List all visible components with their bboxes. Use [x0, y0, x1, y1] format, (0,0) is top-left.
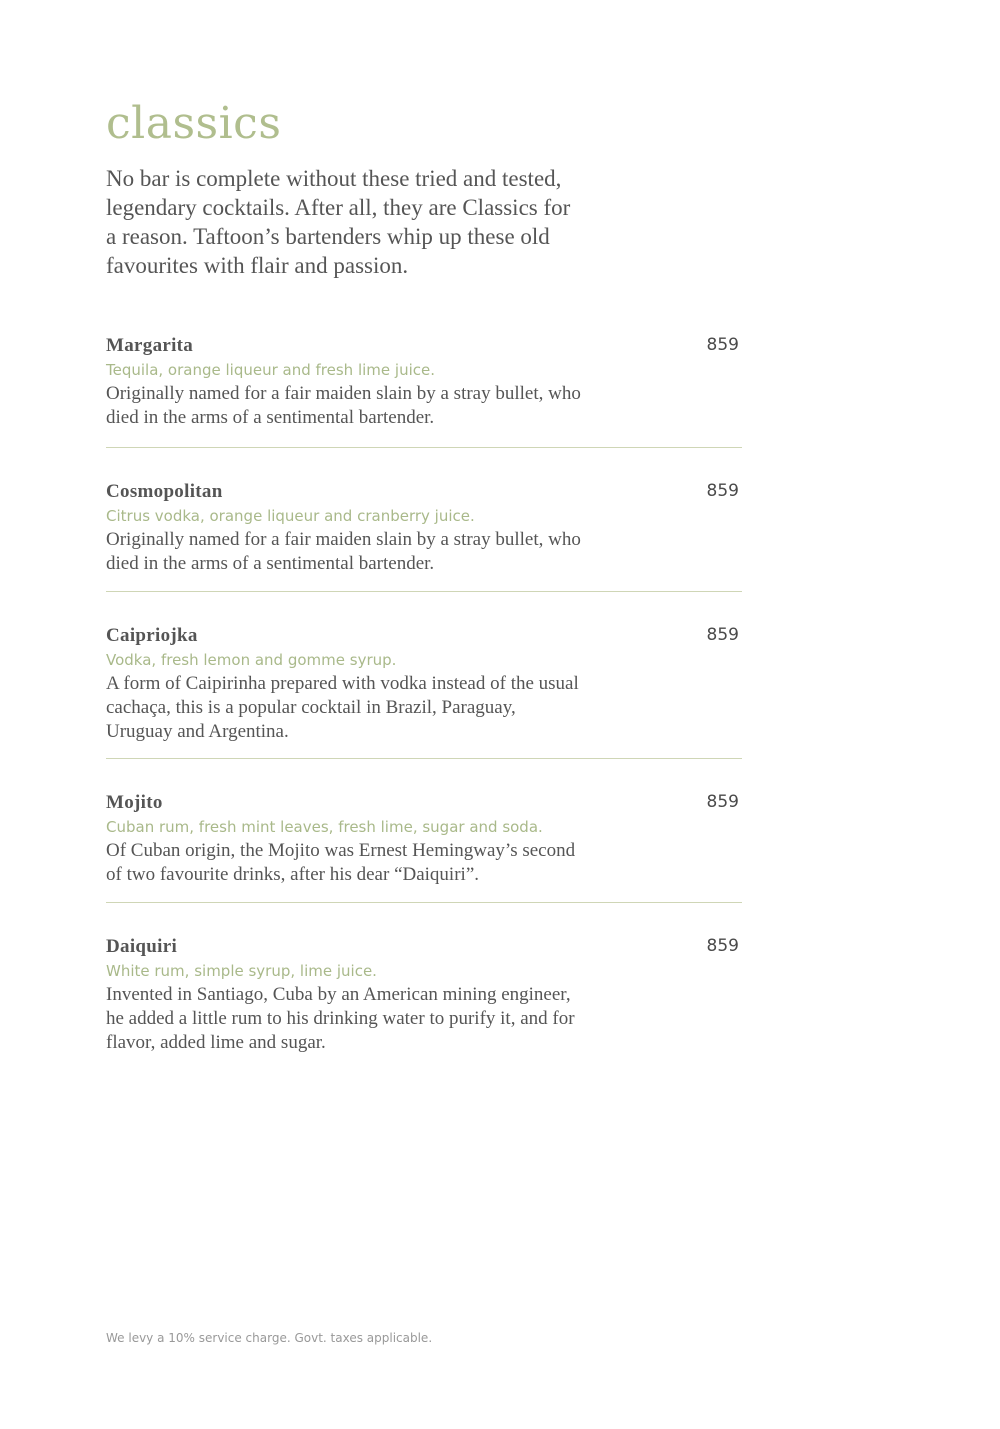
item-ingredients: Citrus vodka, orange liqueur and cranberry juice.: [106, 507, 475, 525]
item-description: Invented in Santiago, Cuba by an American mining engineer, he added a little rum to his drinking water to purify it, and for flavor, added lime and sugar.: [106, 984, 575, 1053]
section-intro: No bar is complete without these tried and tested, legendary cocktails. After all, they are Classics for a reason. Taftoon’s bartenders whip up these old favourites with flair and passion.: [106, 166, 571, 278]
item-description: Originally named for a fair maiden slain by a stray bullet, who died in the arms of a sentimental bartender.: [106, 383, 581, 428]
menu-item-header: [106, 791, 742, 815]
menu-item: [106, 903, 742, 1055]
item-price: 859: [706, 481, 739, 501]
item-description: Originally named for a fair maiden slain by a stray bullet, who died in the arms of a sentimental bartender.: [106, 529, 581, 574]
item-description: Of Cuban origin, the Mojito was Ernest Hemingway’s second of two favourite drinks, after his dear “Daiquiri”.: [106, 840, 576, 885]
item-name: Caipriojka: [106, 625, 198, 646]
item-price: 859: [706, 335, 739, 355]
item-ingredients: Tequila, orange liqueur and fresh lime juice.: [106, 361, 435, 379]
menu-item: [106, 448, 742, 591]
item-ingredients: Cuban rum, fresh mint leaves, fresh lime, sugar and soda.: [106, 818, 543, 836]
item-price: 859: [706, 625, 739, 645]
item-name: Margarita: [106, 335, 194, 356]
item-name: Daiquiri: [106, 936, 178, 957]
footer-note: We levy a 10% service charge. Govt. taxes applicable.: [106, 1331, 433, 1345]
menu-items: [106, 334, 742, 1055]
menu-item: [106, 592, 742, 758]
menu-item-header: [106, 935, 742, 959]
item-name: Mojito: [106, 792, 163, 813]
item-description: A form of Caipirinha prepared with vodka instead of the usual cachaça, this is a popular cocktail in Brazil, Paraguay, Uruguay and Argentina.: [106, 673, 579, 742]
item-ingredients: White rum, simple syrup, lime juice.: [106, 962, 377, 980]
menu-item-header: [106, 480, 742, 504]
section-title: classics: [106, 98, 282, 149]
menu-item: [106, 334, 742, 447]
menu-item: [106, 759, 742, 902]
item-price: 859: [706, 936, 739, 956]
menu-item-header: [106, 624, 742, 648]
menu-item-header: [106, 334, 742, 358]
item-price: 859: [706, 792, 739, 812]
item-name: Cosmopolitan: [106, 481, 223, 502]
item-ingredients: Vodka, fresh lemon and gomme syrup.: [106, 651, 397, 669]
